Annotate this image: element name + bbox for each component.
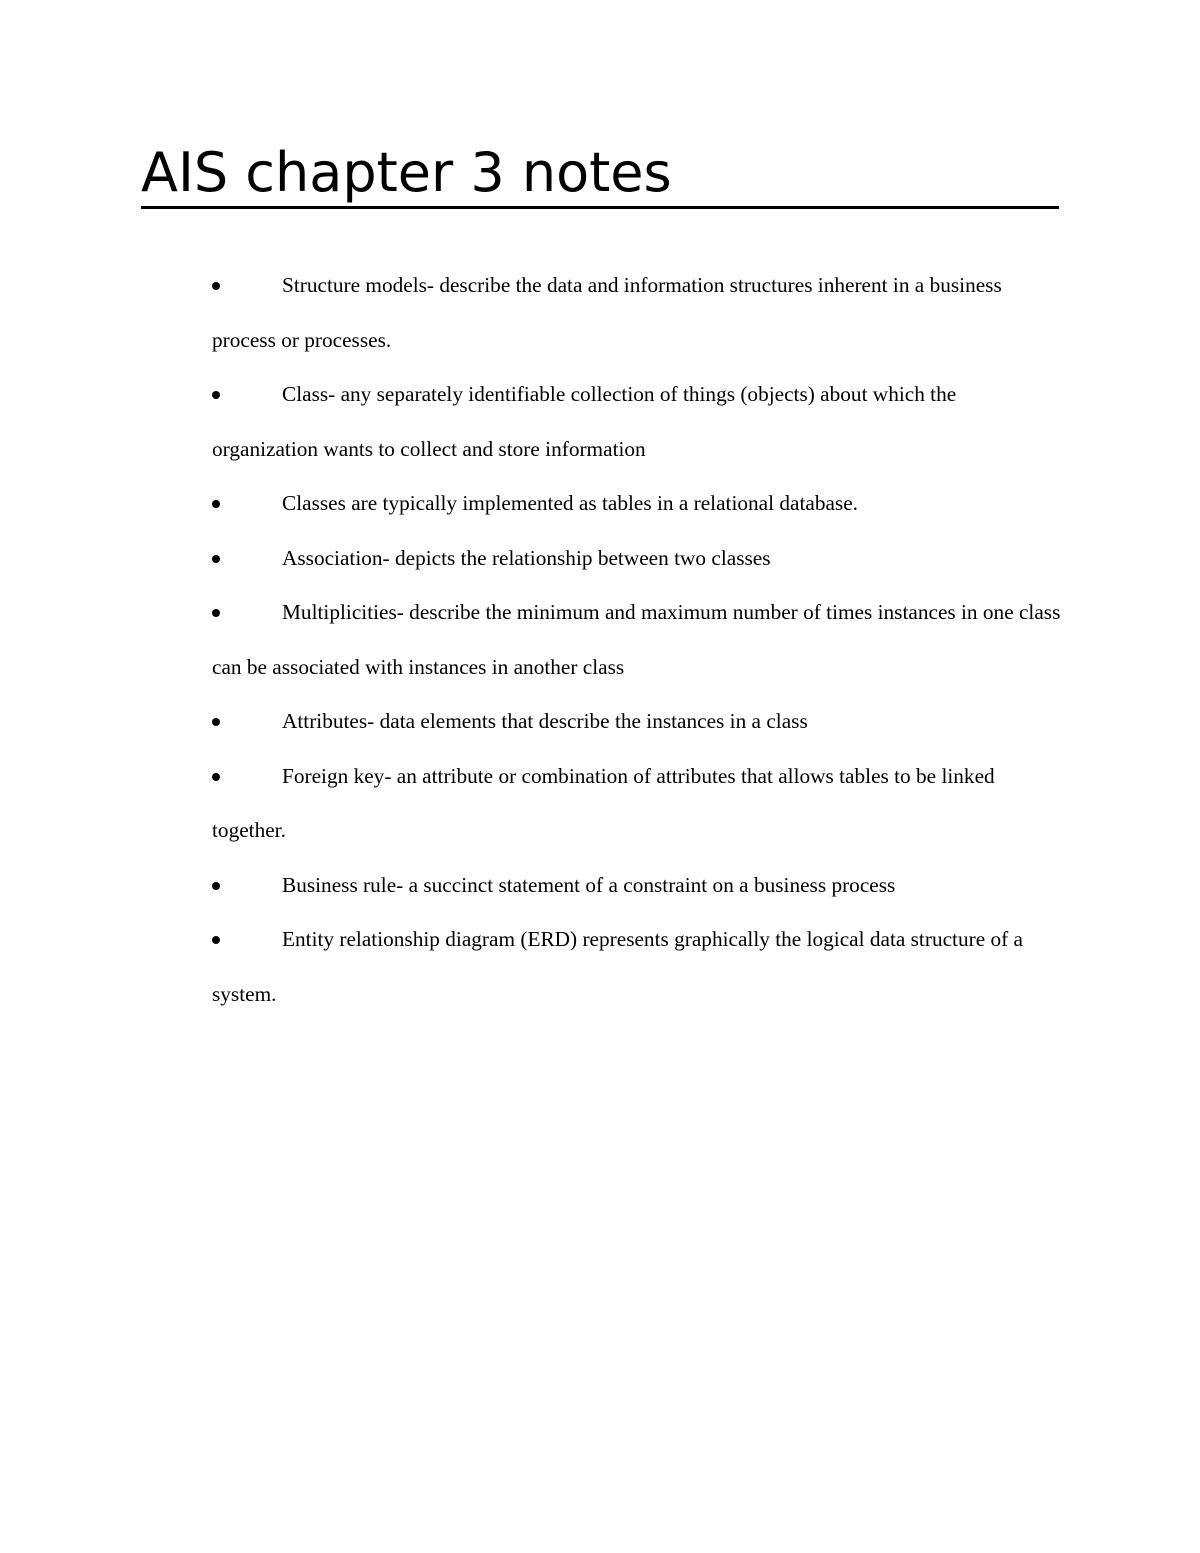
bullet-icon <box>212 609 220 617</box>
note-text: Classes are typically implemented as tables in a relational database. <box>282 491 858 515</box>
bullet-icon <box>212 718 220 726</box>
note-text: Structure models- describe the data and information structures inherent in a business process or processes. <box>212 273 1002 352</box>
notes-list <box>212 258 1062 1021</box>
title-underline <box>141 206 1059 209</box>
bullet-icon <box>212 773 220 781</box>
note-text: Attributes- data elements that describe the instances in a class <box>282 709 808 733</box>
note-text: Class- any separately identifiable collection of things (objects) about which the organization wants to collect and store information <box>212 382 957 461</box>
list-item <box>212 694 1062 749</box>
page-title: AIS chapter 3 notes <box>141 141 672 204</box>
note-text: Multiplicities- describe the minimum and maximum number of times instances in one class can be associated with instances in another class <box>212 600 1061 679</box>
list-item <box>212 912 1062 1021</box>
list-item <box>212 476 1062 531</box>
bullet-icon <box>212 282 220 290</box>
note-text: Business rule- a succinct statement of a constraint on a business process <box>282 872 896 897</box>
list-item <box>212 858 1062 913</box>
list-item <box>212 749 1062 858</box>
list-item <box>212 531 1062 586</box>
list-item <box>212 258 1062 367</box>
list-item <box>212 367 1062 476</box>
bullet-icon <box>212 882 220 890</box>
note-text: Foreign key- an attribute or combination of attributes that allows tables to be linked together. <box>212 763 995 842</box>
list-item <box>212 585 1062 694</box>
bullet-icon <box>212 391 220 399</box>
bullet-icon <box>212 500 220 508</box>
note-text: Entity relationship diagram (ERD) represents graphically the logical data structure of a system. <box>212 927 1023 1006</box>
note-text: Association- depicts the relationship between two classes <box>282 545 771 570</box>
bullet-icon <box>212 555 220 563</box>
bullet-icon <box>212 936 220 944</box>
